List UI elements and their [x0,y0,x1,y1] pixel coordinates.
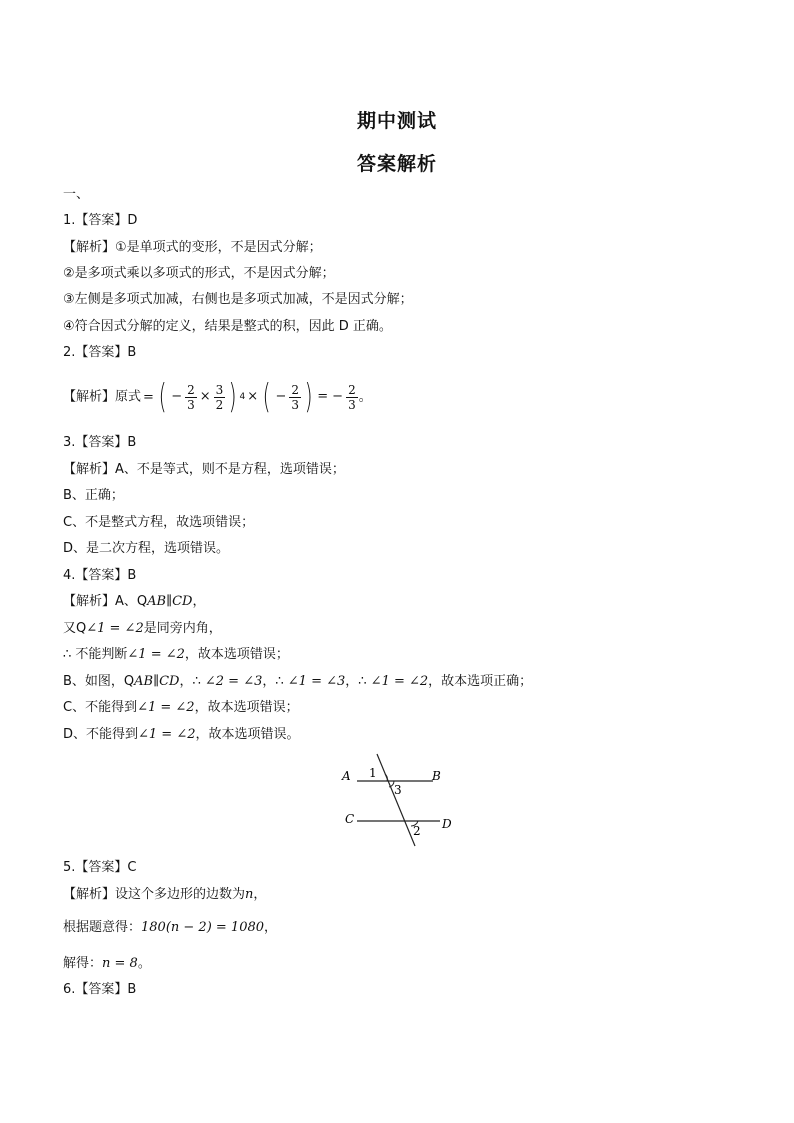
math: AB∥CD [147,594,193,609]
text: B、如图，Q [63,674,135,689]
text: 。 [137,956,151,971]
text: ，∴ [345,674,371,689]
math: ∠1 = ∠2 [127,647,185,662]
section-label: 一、 [63,187,90,202]
text: 是同旁内角， [143,621,222,636]
fraction [185,383,197,412]
text: ，故本选项正确； [428,674,533,689]
text: ， [264,920,278,935]
text: ，∴ [179,674,205,689]
label-angle-2: 2 [413,824,421,838]
text: C、不能得到 [63,700,138,715]
text: ，故本选项错误； [194,700,299,715]
text: ，故本选项错误。 [195,727,300,742]
fraction [289,383,301,412]
q2-minus-3: − [332,389,344,404]
denominator: 3 [291,397,299,412]
math: ∠1 = ∠2 [370,674,429,689]
label-b: B [432,769,441,783]
fraction [214,383,226,412]
text: 解得： [63,956,103,971]
q4-explanation-1 [63,593,205,611]
q5-explanation-3 [63,955,151,973]
text: 【解析】设这个多边形的边数为 [63,887,246,902]
q1-explanation-4: ④符合因式分解的定义，结果是整式的积，因此 D 正确。 [63,319,392,334]
q2-minus-1: − [171,389,183,404]
q1-answer: 1.【答案】D [63,213,138,228]
q2-end: 。 [358,389,372,405]
q4-answer: 4.【答案】B [63,568,137,583]
q4-explanation-3 [63,646,289,664]
q3-explanation-4: D、是二次方程，选项错误。 [63,541,230,556]
q3-explanation-2: B、正确； [63,488,124,503]
paren-close: ) [304,377,313,417]
q5-answer: 5.【答案】C [63,860,137,875]
text: 又Q [63,621,87,636]
math: n [245,887,254,902]
q1-explanation-3: ③左侧是多项式加减，右侧也是多项式加减，不是因式分解； [63,292,413,307]
denominator: 3 [187,397,195,412]
q3-explanation-1: 【解析】A、不是等式，则不是方程，选项错误； [63,462,345,477]
text: 根据题意得： [63,920,142,935]
q6-answer: 6.【答案】B [63,982,137,997]
q4-explanation-6 [63,726,300,744]
label-d: D [442,817,452,831]
q5-explanation-2 [63,919,277,937]
q2-formula [156,377,359,417]
label-c: C [345,812,355,826]
text: D、不能得到 [63,727,139,742]
text: ，故本选项错误； [184,647,289,662]
q1-explanation-2: ②是多项式乘以多项式的形式，不是因式分解； [63,266,335,281]
q3-explanation-3: C、不是整式方程，故选项错误； [63,515,255,530]
math: ∠1 = ∠2 [137,700,195,715]
q4-explanation-5 [63,699,299,717]
fraction [346,383,358,412]
math: ∠2 = ∠3 [204,674,263,689]
numerator: 2 [348,382,356,397]
q5-explanation-1 [63,886,266,904]
paren-open: ( [262,377,271,417]
q4-explanation-2 [63,620,222,638]
numerator: 3 [215,382,224,397]
denominator: 2 [215,397,224,412]
transversal [377,754,415,846]
math: AB∥CD [134,674,180,689]
q2-prefix: 【解析】原式 [63,389,142,405]
math: n = 8 [102,956,138,971]
q2-equals: = [143,389,154,405]
q2-explanation [63,377,372,418]
parallel-lines-figure [335,748,465,850]
text: ∴ 不能判断 [63,647,128,662]
text: ， [192,594,206,609]
paren-open: ( [158,377,167,417]
q4-explanation-4 [63,673,532,691]
label-a: A [342,769,351,783]
math: ∠1 = ∠2 [86,621,144,636]
label-angle-1: 1 [369,766,377,780]
q2-answer: 2.【答案】B [63,345,137,360]
math: 180(n − 2) = 1080 [141,920,265,935]
numerator: 2 [187,382,195,397]
numerator: 2 [291,382,299,397]
page-title: 期中测试 [356,110,437,132]
paren-close: ) [228,377,237,417]
q2-minus-2: − [275,389,287,404]
label-angle-3: 3 [394,783,402,797]
q2-times-2: × [247,389,259,404]
q2-power: 4 [239,392,246,402]
math: ∠1 = ∠2 [138,727,196,742]
text: ， [253,887,267,902]
q3-answer: 3.【答案】B [63,435,137,450]
page-subtitle: 答案解析 [356,153,437,175]
text: 【解析】A、Q [63,594,148,609]
math: ∠1 = ∠3 [287,674,346,689]
text: ，∴ [262,674,288,689]
q2-times-1: × [199,389,211,404]
q2-equals-2: = [317,389,329,404]
denominator: 3 [348,397,356,412]
q1-explanation-1: 【解析】①是单项式的变形，不是因式分解； [63,240,322,255]
